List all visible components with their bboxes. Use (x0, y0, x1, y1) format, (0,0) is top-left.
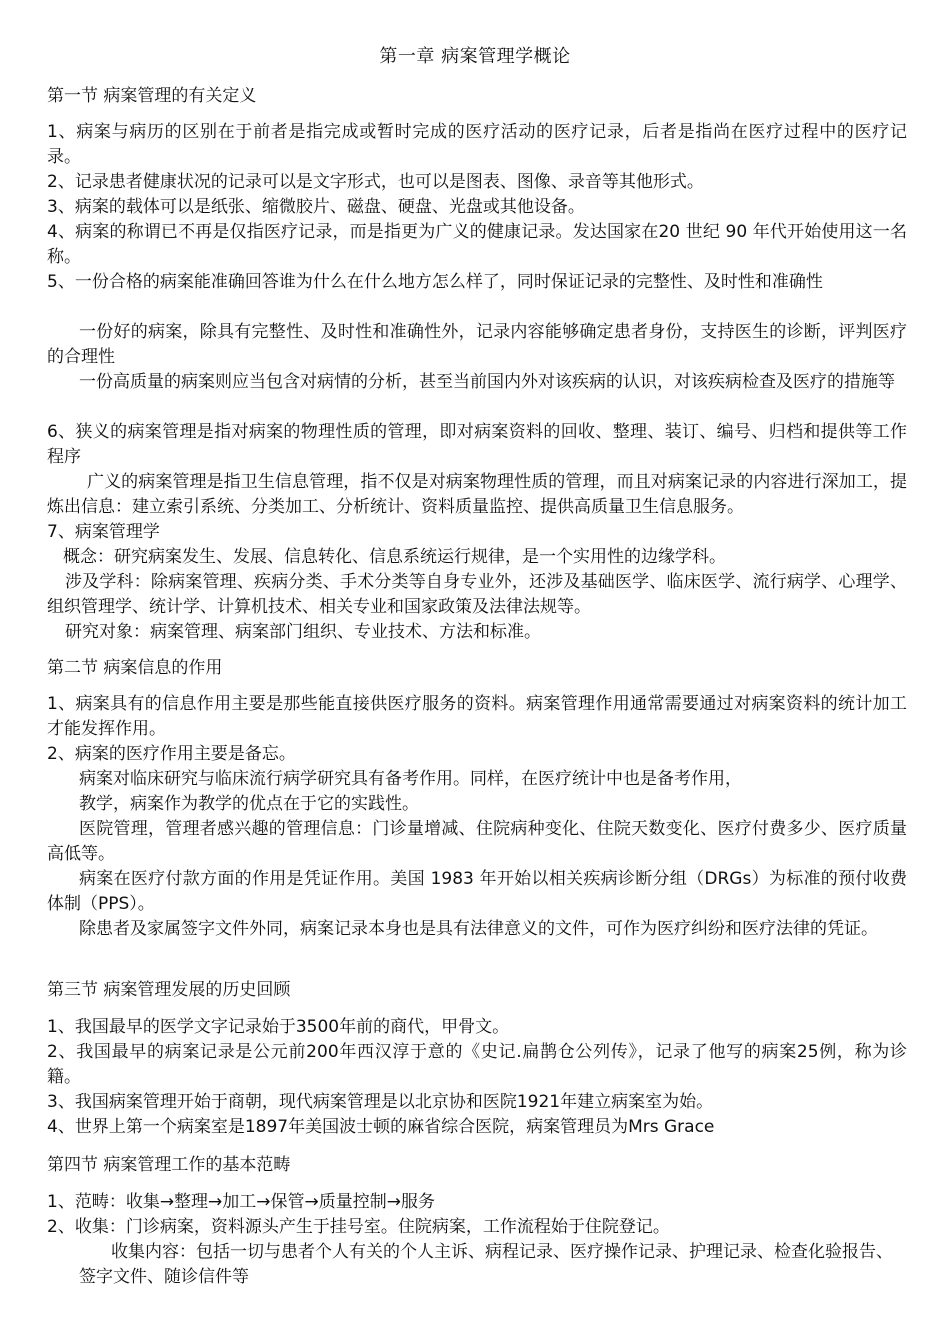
paragraph: 收集内容：包括一切与患者个人有关的个人主诉、病程记录、医疗操作记录、护理记录、检查化验报告、签字文件、随诊信件等 (79, 1242, 893, 1287)
chapter-title: 第一章 病案管理学概论 (379, 46, 571, 67)
paragraph: 广义的病案管理是指卫生信息管理，指不仅是对病案物理性质的管理，而且对病案记录的内容进行深加工，提炼出信息：建立索引系统、分类加工、分析统计、资料质量监控、提供高质量卫生信息服务。 (47, 472, 907, 517)
paragraph: 病案对临床研究与临床流行病学研究具有备考作用。同样，在医疗统计中也是备考作用， (79, 769, 742, 789)
paragraph: 7、病案管理学 (47, 522, 160, 542)
paragraph: 2、我国最早的病案记录是公元前200年西汉淳于意的《史记.扁鹊仓公列传》，记录了他写的病案25例，称为诊籍。 (47, 1042, 907, 1087)
paragraph: 一份高质量的病案则应当包含对病情的分析，甚至当前国内外对该疾病的认识，对该疾病检查及医疗的措施等 (79, 372, 895, 392)
section-heading-3: 第三节 病案管理发展的历史回顾 (47, 980, 291, 1000)
paragraph: 一份好的病案，除具有完整性、及时性和准确性外，记录内容能够确定患者身份，支持医生的诊断，评判医疗的合理性 (47, 322, 907, 367)
paragraph: 3、病案的载体可以是纸张、缩微胶片、磁盘、硬盘、光盘或其他设备。 (47, 197, 585, 217)
paragraph: 6、狭义的病案管理是指对病案的物理性质的管理，即对病案资料的回收、整理、装订、编号、归档和提供等工作程序 (47, 422, 907, 467)
paragraph: 除患者及家属签字文件外同，病案记录本身也是具有法律意义的文件，可作为医疗纠纷和医疗法律的凭证。 (79, 919, 878, 939)
paragraph: 2、收集：门诊病案，资料源头产生于挂号室。住院病案，工作流程始于住院登记。 (47, 1217, 670, 1237)
section-heading-1: 第一节 病案管理的有关定义 (47, 86, 257, 106)
paragraph: 1、病案具有的信息作用主要是那些能直接供医疗服务的资料。病案管理作用通常需要通过对病案资料的统计加工才能发挥作用。 (47, 694, 907, 739)
paragraph: 教学，病案作为教学的优点在于它的实践性。 (79, 794, 419, 814)
section-heading-2: 第二节 病案信息的作用 (47, 658, 223, 678)
paragraph: 涉及学科：除病案管理、疾病分类、手术分类等自身专业外，还涉及基础医学、临床医学、流行病学、心理学、组织管理学、统计学、计算机技术、相关专业和国家政策及法律法规等。 (47, 572, 907, 617)
paragraph: 医院管理，管理者感兴趣的管理信息：门诊量增减、住院病种变化、住院天数变化、医疗付费多少、医疗质量高低等。 (47, 819, 907, 864)
paragraph: 病案在医疗付款方面的作用是凭证作用。美国 1983 年开始以相关疾病诊断分组（DRGs）为标准的预付收费体制（PPS）。 (47, 869, 907, 914)
paragraph: 4、病案的称谓已不再是仅指医疗记录，而是指更为广义的健康记录。发达国家在20 世纪 90 年代开始使用这一名称。 (47, 222, 907, 267)
paragraph: 概念：研究病案发生、发展、信息转化、信息系统运行规律，是一个实用性的边缘学科。 (63, 547, 726, 567)
paragraph: 2、记录患者健康状况的记录可以是文字形式，也可以是图表、图像、录音等其他形式。 (47, 172, 704, 192)
paragraph: 4、世界上第一个病案室是1897年美国波士顿的麻省综合医院，病案管理员为Mrs Grace (47, 1117, 715, 1137)
paragraph: 1、我国最早的医学文字记录始于3500年前的商代，甲骨文。 (47, 1017, 510, 1037)
section-heading-4: 第四节 病案管理工作的基本范畴 (47, 1155, 291, 1175)
paragraph: 3、我国病案管理开始于商朝，现代病案管理是以北京协和医院1921年建立病案室为始。 (47, 1092, 714, 1112)
paragraph: 2、病案的医疗作用主要是备忘。 (47, 744, 296, 764)
paragraph: 5、一份合格的病案能准确回答谁为什么在什么地方怎么样了，同时保证记录的完整性、及时性和准确性 (47, 272, 823, 292)
paragraph: 1、范畴：收集→整理→加工→保管→质量控制→服务 (47, 1192, 436, 1212)
paragraph: 研究对象：病案管理、病案部门组织、专业技术、方法和标准。 (65, 622, 541, 642)
paragraph: 1、病案与病历的区别在于前者是指完成或暂时完成的医疗活动的医疗记录，后者是指尚在医疗过程中的医疗记录。 (47, 122, 907, 167)
